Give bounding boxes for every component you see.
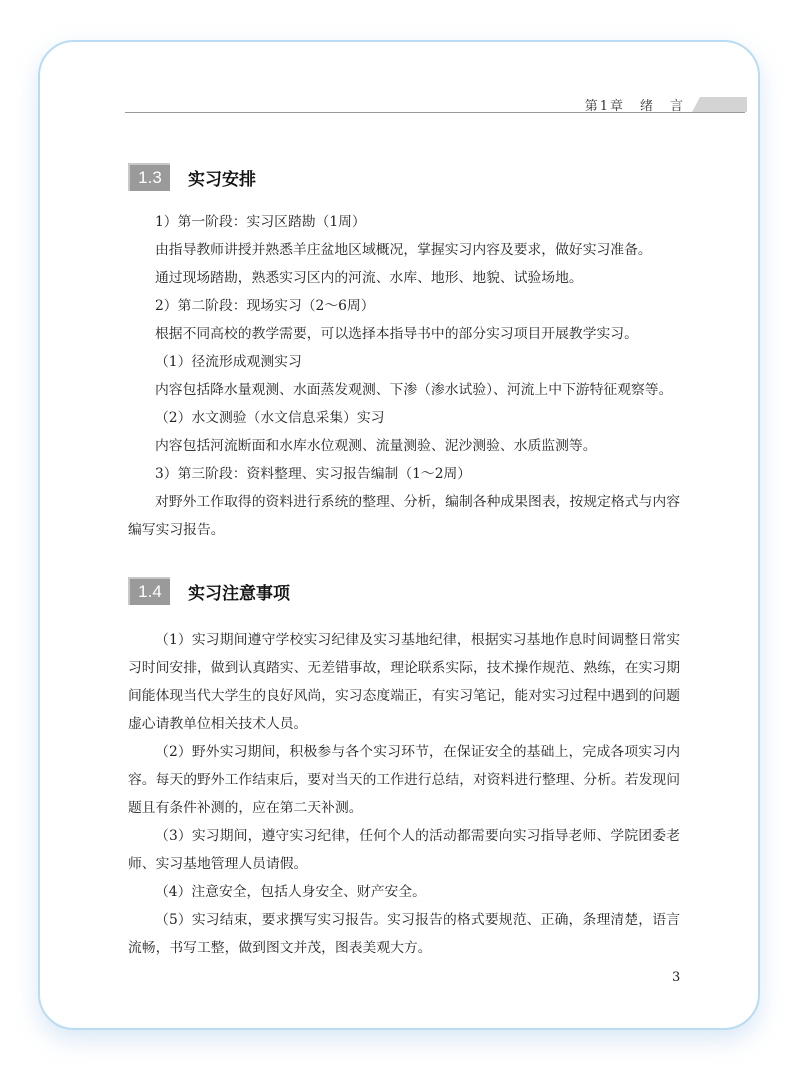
paragraph: （2）野外实习期间，积极参与各个实习环节，在保证安全的基础上，完成各项实习内容。每天的野外工作结束后，要对当天的工作进行总结，对资料进行整理、分析。若发现问题且有条件补测的，应在第二天补测。 [128, 744, 680, 816]
paragraph: （5）实习结束，要求撰写实习报告。实习报告的格式要规范、正确，条理清楚，语言流畅，书写工整，做到图文并茂，图表美观大方。 [128, 912, 680, 956]
paragraph: （2）水文测验（水文信息采集）实习 [155, 410, 385, 426]
section-title: 实习安排 [188, 169, 256, 189]
paragraph: （1）径流形成观测实习 [155, 354, 302, 370]
paragraph: （4）注意安全，包括人身安全、财产安全。 [155, 884, 426, 900]
paragraph: 由指导教师讲授并熟悉羊庄盆地区域概况，掌握实习内容及要求，做好实习准备。 [155, 242, 652, 258]
paragraph: 3）第三阶段：资料整理、实习报告编制（1～2周） [155, 466, 472, 482]
section-title: 实习注意事项 [188, 583, 290, 603]
paragraph: 内容包括降水量观测、水面蒸发观测、下渗（渗水试验）、河流上中下游特征观察等。 [155, 382, 673, 398]
paragraph: 内容包括河流断面和水库水位观测、流量测验、泥沙测验、水质监测等。 [155, 438, 597, 454]
running-header: 第1章 绪 言 [584, 99, 685, 114]
paragraph: （3）实习期间，遵守实习纪律，任何个人的活动都需要向实习指导老师、学院团委老师、实习基地管理人员请假。 [128, 828, 680, 872]
section-heading-1-3 [128, 163, 256, 191]
section-heading-1-4 [128, 577, 290, 605]
paragraph: 根据不同高校的教学需要，可以选择本指导书中的部分实习项目开展教学实习。 [155, 326, 638, 342]
page-number: 3 [672, 970, 681, 985]
paragraph: 1）第一阶段：实习区踏勘（1周） [155, 214, 366, 230]
section-number: 1.3 [128, 163, 170, 191]
paragraph: （1）实习期间遵守学校实习纪律及实习基地纪律，根据实习基地作息时间调整日常实习时间安排，做到认真踏实、无差错事故，理论联系实际，技术操作规范、熟练，在实习期间能体现当代大学生的良好风尚，实习态度端正，有实习笔记，能对实习过程中遇到的问题虚心请教单位相关技术人员。 [128, 632, 680, 732]
section-body-1-3 [128, 208, 680, 544]
section-body-1-4 [128, 626, 680, 962]
header-band [692, 97, 747, 112]
paragraph: 对野外工作取得的资料进行系统的整理、分析，编制各种成果图表，按规定格式与内容编写实习报告。 [128, 494, 680, 538]
paragraph: 2）第二阶段：现场实习（2～6周） [155, 298, 375, 314]
section-number: 1.4 [128, 577, 170, 605]
paragraph: 通过现场踏勘，熟悉实习区内的河流、水库、地形、地貌、试验场地。 [155, 270, 583, 286]
